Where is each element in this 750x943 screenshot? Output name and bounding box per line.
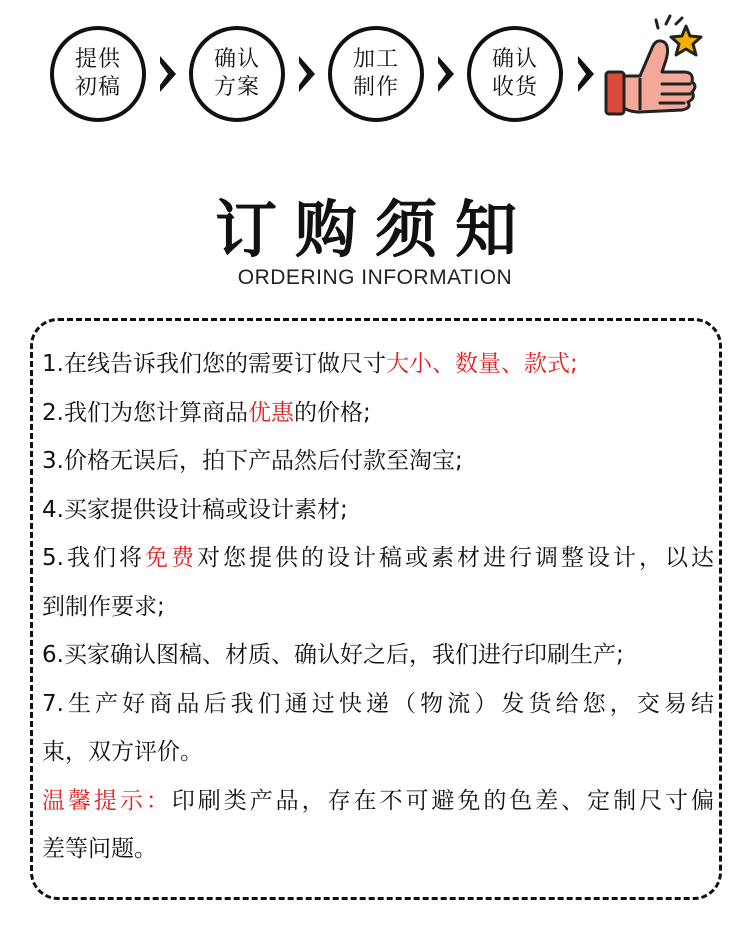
list-item-continuation: 束，双方评价。 — [42, 739, 203, 765]
thumbs-up-icon — [600, 10, 710, 120]
list-item-continuation: 到制作要求; — [42, 593, 165, 620]
page-title: 订购须知 — [214, 193, 535, 266]
arrow-right-icon — [160, 56, 176, 92]
list-item: 4.买家提供设计稿或设计素材; — [42, 496, 348, 523]
list-item: 2.我们为您计算商品优惠的价格; — [42, 399, 371, 426]
ordering-info-list — [42, 340, 714, 874]
arrow-right-icon — [438, 56, 454, 92]
star-icon — [671, 26, 701, 55]
step-label: 提供 初稿 — [74, 47, 121, 100]
process-steps — [0, 0, 750, 150]
arrow-right-icon — [299, 56, 315, 92]
highlight-text: 免费 — [144, 545, 197, 571]
tip-continuation: 差等问题。 — [42, 836, 157, 862]
list-item: 3.价格无误后，拍下产品然后付款至淘宝; — [42, 448, 463, 474]
step-confirm-receipt — [467, 26, 563, 122]
step-label: 确认 收货 — [491, 47, 538, 100]
list-item: 5.我们将免费对您提供的设计稿或素材进行调整设计，以达 — [42, 545, 715, 571]
arrow-right-icon — [578, 56, 594, 92]
step-confirm-plan — [189, 26, 285, 122]
tip-line: 温馨提示：印刷类产品，存在不可避免的色差、定制尺寸偏 — [42, 787, 715, 814]
step-label: 确认 方案 — [213, 47, 260, 100]
highlight-text: 大小、数量、款式; — [385, 351, 578, 377]
step-provide-draft — [50, 26, 146, 122]
page-subtitle: ORDERING INFORMATION — [237, 266, 513, 289]
step-label: 加工 制作 — [352, 47, 399, 100]
list-item: 1.在线告诉我们您的需要订做尺寸大小、数量、款式; — [42, 351, 578, 377]
step-production — [328, 26, 424, 122]
highlight-text: 优惠 — [247, 399, 294, 426]
tip-label: 温馨提示： — [42, 787, 172, 814]
list-item: 6.买家确认图稿、材质、确认好之后，我们进行印刷生产; — [42, 642, 624, 668]
list-item: 7.生产好商品后我们通过快递（物流）发货给您，交易结 — [42, 690, 714, 717]
